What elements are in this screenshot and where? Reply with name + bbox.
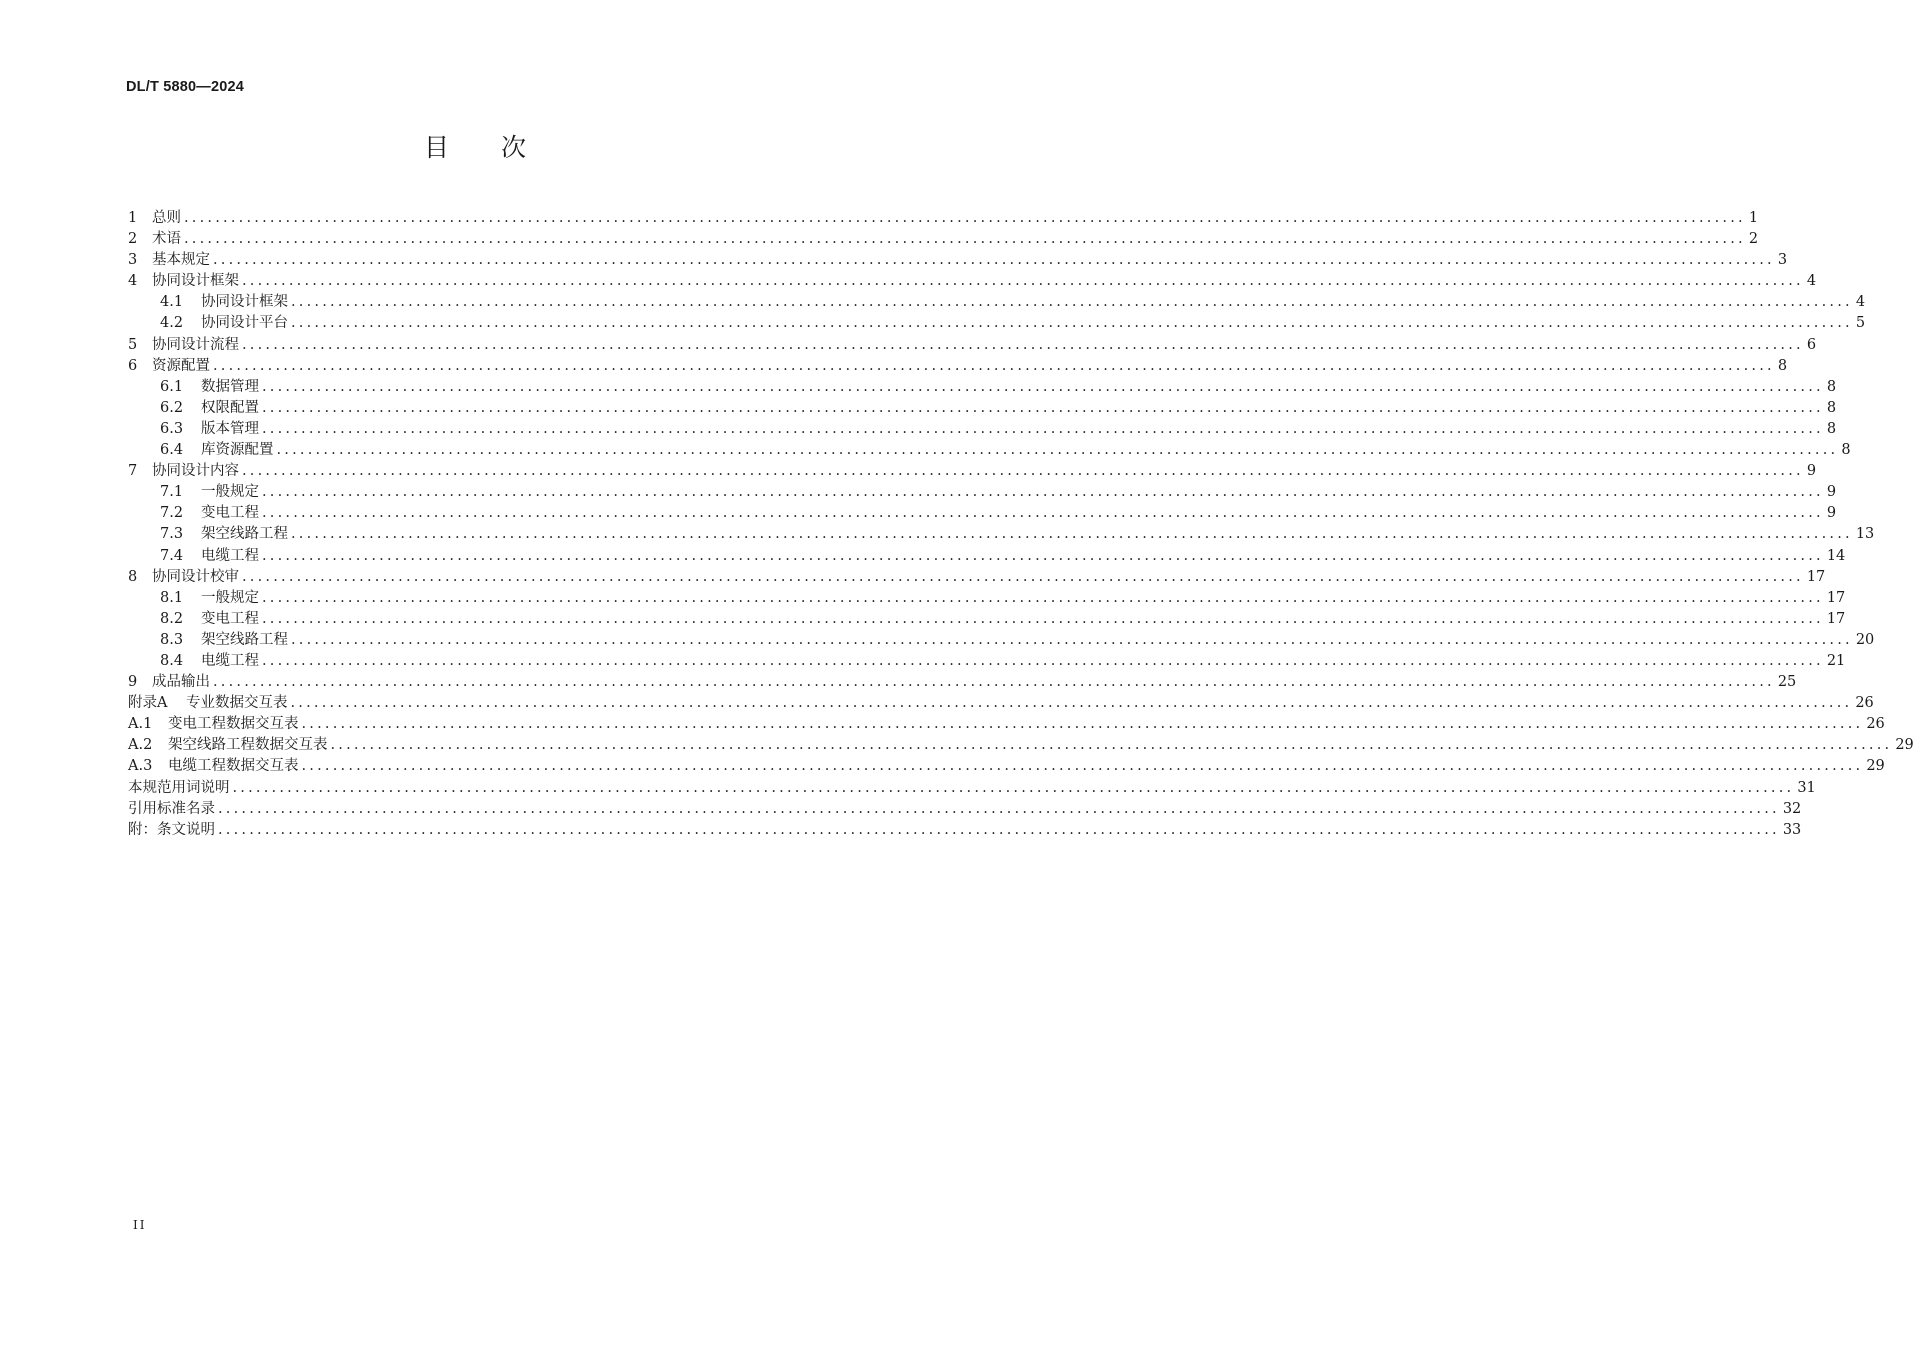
toc-dot-leader: ........................................................................................................................................................................................................: [242, 568, 1804, 585]
toc-entry-page: 9: [1826, 505, 1837, 522]
toc-entry[interactable]: [128, 799, 1802, 820]
toc-entry-title: 权限配置: [201, 399, 259, 416]
toc-entry[interactable]: [128, 292, 1866, 313]
toc-entry[interactable]: [128, 229, 1759, 250]
toc-entry-number: 2: [128, 231, 138, 248]
toc-entry[interactable]: [128, 419, 1837, 440]
toc-dot-leader: ........................................................................................................................................................................................................: [218, 821, 1780, 838]
toc-entry[interactable]: [128, 250, 1788, 271]
toc-dot-leader: ........................................................................................................................................................................................................: [232, 779, 1795, 796]
toc-entry[interactable]: [128, 714, 1885, 735]
toc-entry-page: 8: [1826, 399, 1837, 416]
toc-entry-title: 架空线路工程: [201, 631, 288, 648]
toc-entry-page: 14: [1826, 547, 1846, 564]
toc-entry-title: 电缆工程数据交互表: [168, 758, 299, 775]
toc-entry-title: 架空线路工程: [201, 526, 288, 543]
toc-dot-leader: ........................................................................................................................................................................................................: [242, 273, 1804, 290]
toc-entry-title: 附：条文说明: [128, 821, 215, 838]
toc-dot-leader: ........................................................................................................................................................................................................: [301, 758, 1864, 775]
toc-entry-title: 协同设计流程: [152, 336, 239, 353]
toc-entry-number: A.3: [128, 758, 153, 775]
toc-entry-title: 引用标准名录: [128, 800, 215, 817]
toc-dot-leader: ........................................................................................................................................................................................................: [262, 399, 1824, 416]
toc-entry-number: 8.4: [160, 652, 184, 669]
toc-entry[interactable]: [128, 356, 1788, 377]
toc-entry[interactable]: [128, 208, 1759, 229]
toc-entry[interactable]: [128, 651, 1846, 672]
toc-entry-number: 8.1: [160, 589, 184, 606]
toc-dot-leader: ........................................................................................................................................................................................................: [301, 716, 1864, 733]
toc-entry-number: 8.3: [160, 631, 184, 648]
toc-entry-title: 基本规定: [152, 252, 210, 269]
toc-entry[interactable]: [128, 271, 1817, 292]
toc-entry-title: 变电工程: [201, 505, 259, 522]
toc-entry[interactable]: [128, 735, 1914, 756]
toc-entry[interactable]: [128, 524, 1875, 545]
toc-dot-leader: ........................................................................................................................................................................................................: [262, 378, 1824, 395]
toc-entry-page: 4: [1806, 273, 1817, 290]
toc-entry-title: 协同设计平台: [201, 315, 288, 332]
toc-entry-page: 17: [1806, 568, 1826, 585]
toc-dot-leader: ........................................................................................................................................................................................................: [213, 357, 1775, 374]
toc-dot-leader: ........................................................................................................................................................................................................: [262, 589, 1824, 606]
toc-dot-leader: ........................................................................................................................................................................................................: [330, 737, 1893, 754]
toc-entry-number: 附录A: [128, 695, 168, 712]
toc-entry-page: 20: [1855, 631, 1875, 648]
toc-entry-number: 4: [128, 273, 138, 290]
toc-entry-number: 7.3: [160, 526, 184, 543]
toc-entry-page: 9: [1806, 463, 1817, 480]
toc-entry[interactable]: [128, 609, 1846, 630]
toc-entry-page: 5: [1855, 315, 1866, 332]
toc-entry[interactable]: [128, 693, 1874, 714]
toc-entry-number: 8: [128, 568, 138, 585]
toc-dot-leader: ........................................................................................................................................................................................................: [291, 631, 1853, 648]
toc-entry[interactable]: [128, 546, 1846, 567]
toc-entry-number: 7.4: [160, 547, 184, 564]
toc-entry-number: A.2: [128, 737, 153, 754]
toc-entry-title: 电缆工程: [201, 652, 259, 669]
toc-entry-number: 1: [128, 210, 138, 226]
toc-entry[interactable]: [128, 398, 1837, 419]
toc-entry-title: 协同设计框架: [201, 294, 288, 311]
toc-entry-number: 7: [128, 463, 138, 480]
toc-entry-title: 术语: [152, 231, 181, 248]
toc-entry-title: 版本管理: [201, 420, 259, 437]
toc-entry-number: 4.2: [160, 315, 184, 332]
document-code: DL/T 5880—2024: [126, 79, 245, 95]
toc-entry-title: 成品输出: [152, 674, 210, 691]
toc-entry-page: 33: [1782, 821, 1802, 838]
toc-entry-number: 5: [128, 336, 138, 353]
toc-dot-leader: ........................................................................................................................................................................................................: [291, 294, 1853, 311]
toc-entry[interactable]: [128, 756, 1885, 777]
toc-entry-number: 6.2: [160, 399, 184, 416]
toc-dot-leader: ........................................................................................................................................................................................................: [213, 252, 1775, 269]
toc-entry-page: 29: [1866, 758, 1885, 775]
toc-entry[interactable]: [128, 313, 1866, 334]
toc-dot-leader: ........................................................................................................................................................................................................: [262, 505, 1824, 522]
toc-entry-page: 31: [1797, 779, 1816, 796]
toc-dot-leader: ........................................................................................................................................................................................................: [242, 336, 1804, 353]
toc-entry[interactable]: [128, 461, 1817, 482]
toc-dot-leader: ........................................................................................................................................................................................................: [291, 315, 1853, 332]
toc-entry-title: 协同设计内容: [152, 463, 239, 480]
toc-entry-page: 6: [1806, 336, 1817, 353]
page-number: II: [133, 1218, 147, 1232]
toc-entry-page: 8: [1826, 378, 1837, 395]
toc-entry-number: 6.4: [160, 442, 184, 459]
toc-entry[interactable]: [128, 503, 1837, 524]
toc-entry-page: 2: [1748, 231, 1759, 248]
toc-entry[interactable]: [128, 482, 1837, 503]
toc-entry-page: 4: [1855, 294, 1866, 311]
toc-entry-title: 专业数据交互表: [186, 695, 288, 712]
toc-dot-leader: ........................................................................................................................................................................................................: [276, 442, 1839, 459]
toc-entry-title: 资源配置: [152, 357, 210, 374]
toc-dot-leader: ........................................................................................................................................................................................................: [184, 231, 1746, 248]
toc-entry-page: 17: [1826, 610, 1846, 627]
toc-dot-leader: ........................................................................................................................................................................................................: [262, 610, 1824, 627]
toc-entry[interactable]: [128, 377, 1837, 398]
toc-entry-title: 数据管理: [201, 378, 259, 395]
page-title: 目次: [423, 133, 578, 162]
toc-entry-page: 29: [1895, 737, 1914, 754]
toc-dot-leader: ........................................................................................................................................................................................................: [291, 526, 1853, 543]
toc-entry-number: 9: [128, 674, 138, 691]
toc-dot-leader: ........................................................................................................................................................................................................: [184, 210, 1746, 226]
toc-entry-number: 7.2: [160, 505, 184, 522]
toc-entry-page: 26: [1855, 695, 1874, 712]
toc-entry-title: 库资源配置: [201, 442, 274, 459]
toc-entry-number: 7.1: [160, 484, 184, 501]
toc-entry-number: 6.1: [160, 378, 184, 395]
toc-entry-page: 8: [1826, 420, 1837, 437]
toc-entry-number: 8.2: [160, 610, 184, 627]
toc-dot-leader: ........................................................................................................................................................................................................: [262, 652, 1824, 669]
toc-entry-title: 变电工程: [201, 610, 259, 627]
toc-entry-number: 3: [128, 252, 138, 269]
toc-dot-leader: ........................................................................................................................................................................................................: [262, 484, 1824, 501]
table-of-contents: [128, 208, 1914, 841]
toc-entry-page: 26: [1866, 716, 1885, 733]
toc-dot-leader: ........................................................................................................................................................................................................: [262, 547, 1824, 564]
toc-entry[interactable]: [128, 630, 1875, 651]
toc-entry-number: A.1: [128, 716, 153, 733]
toc-entry[interactable]: [128, 567, 1826, 588]
toc-entry-title: 本规范用词说明: [128, 779, 230, 796]
toc-entry-page: 1: [1748, 210, 1759, 226]
toc-entry-title: 电缆工程: [201, 547, 259, 564]
toc-dot-leader: ........................................................................................................................................................................................................: [290, 695, 1853, 712]
toc-entry-page: 21: [1826, 652, 1846, 669]
toc-entry-number: 6.3: [160, 420, 184, 437]
toc-entry-page: 9: [1826, 484, 1837, 501]
toc-entry-page: 17: [1826, 589, 1846, 606]
toc-entry-title: 总则: [152, 210, 181, 226]
toc-entry-title: 变电工程数据交互表: [168, 716, 299, 733]
toc-entry-title: 一般规定: [201, 484, 259, 501]
toc-entry-page: 32: [1782, 800, 1802, 817]
toc-entry-title: 协同设计校审: [152, 568, 239, 585]
toc-entry-title: 协同设计框架: [152, 273, 239, 290]
toc-entry[interactable]: [128, 778, 1816, 799]
toc-dot-leader: ........................................................................................................................................................................................................: [262, 420, 1824, 437]
toc-entry-title: 一般规定: [201, 589, 259, 606]
toc-entry[interactable]: [128, 440, 1851, 461]
toc-entry-number: 4.1: [160, 294, 184, 311]
toc-entry[interactable]: [128, 820, 1802, 841]
toc-entry[interactable]: [128, 335, 1817, 356]
toc-entry-page: 8: [1841, 442, 1851, 459]
toc-entry-page: 25: [1777, 674, 1797, 691]
toc-entry[interactable]: [128, 588, 1846, 609]
toc-dot-leader: ........................................................................................................................................................................................................: [213, 674, 1775, 691]
toc-dot-leader: ........................................................................................................................................................................................................: [218, 800, 1780, 817]
toc-entry-number: 6: [128, 357, 138, 374]
toc-entry-page: 13: [1855, 526, 1875, 543]
toc-entry[interactable]: [128, 672, 1797, 693]
toc-dot-leader: ........................................................................................................................................................................................................: [242, 463, 1804, 480]
toc-entry-title: 架空线路工程数据交互表: [168, 737, 328, 754]
toc-entry-page: 8: [1777, 357, 1788, 374]
toc-entry-page: 3: [1777, 252, 1788, 269]
